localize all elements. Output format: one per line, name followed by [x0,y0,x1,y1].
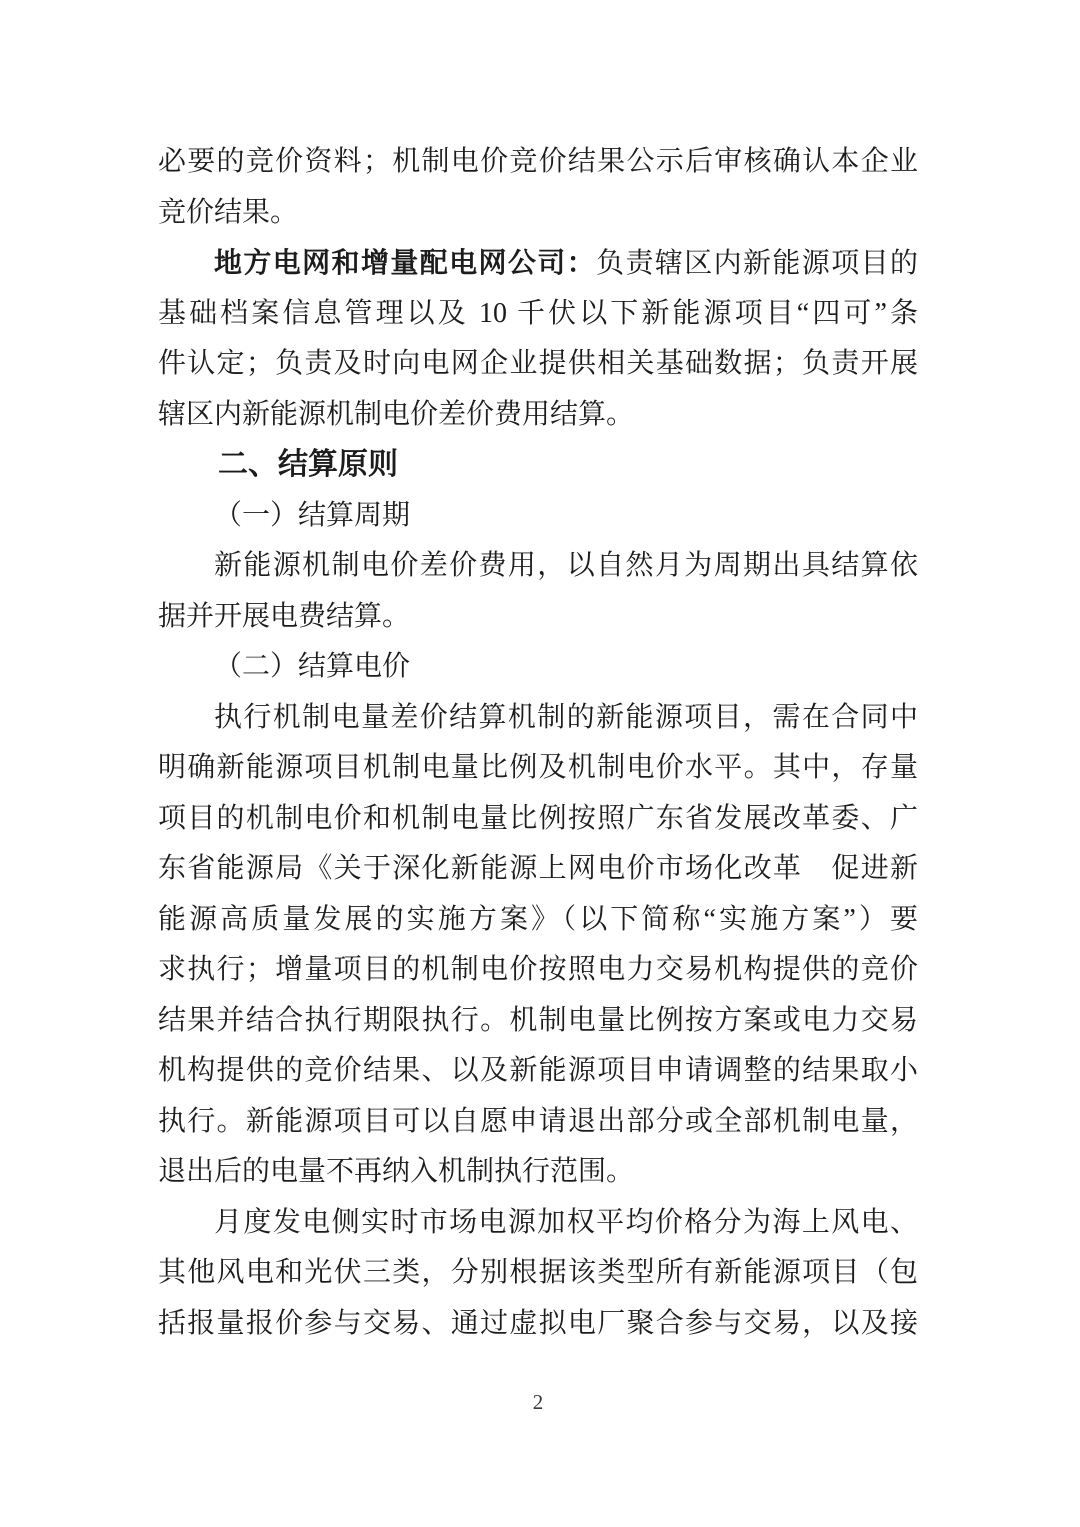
body-line: 能源高质量发展的实施方案》（以下简称“实施方案”）要 [158,903,918,935]
body-line: 退出后的电量不再纳入机制执行范围。 [158,1156,635,1187]
body-line: 据并开展电费结算。 [158,600,411,632]
body-line: 其他风电和光伏三类，分别根据该类型所有新能源项目（包 [158,1257,918,1288]
paragraph-lead-line [158,238,918,289]
body-line: 项目的机制电价和机制电量比例按照广东省发展改革委、广 [158,802,918,834]
section-heading-settlement-principles: 二、结算原则 [218,448,398,481]
body-line: 竞价结果。 [158,196,299,228]
body-line: 机构提供的竞价结果、以及新能源项目申请调整的结果取小 [158,1055,918,1086]
body-line: 辖区内新能源机制电价差价费用结算。 [158,398,635,430]
body-line: 明确新能源项目机制电量比例及机制电价水平。其中，存量 [158,752,918,783]
bold-lead-text: 地方电网和增量配电网公司： [214,247,597,278]
page-number: 2 [532,1390,544,1414]
body-line: 执行。新能源项目可以自愿申请退出部分或全部机制电量， [158,1105,918,1137]
body-text: 负责辖区内新能源项目的 [596,248,918,279]
body-line: 件认定；负责及时向电网企业提供相关基础数据；负责开展 [158,348,918,379]
subsection-heading-settlement-price: （二）结算电价 [214,651,411,682]
body-line: 执行机制电量差价结算机制的新能源项目，需在合同中 [214,701,918,733]
subsection-heading-settlement-cycle: （一）结算周期 [214,499,411,531]
body-line: 结果并结合执行期限执行。机制电量比例按方案或电力交易 [158,1004,918,1036]
body-line: 新能源机制电价差价费用，以自然月为周期出具结算依 [214,550,918,581]
body-line: 括报量报价参与交易、通过虚拟电厂聚合参与交易，以及接 [158,1307,918,1339]
body-line: 月度发电侧实时市场电源加权平均价格分为海上风电、 [214,1206,918,1238]
body-line: 求执行；增量项目的机制电价按照电力交易机构提供的竞价 [158,954,918,985]
body-line: 必要的竞价资料；机制电价竞价结果公示后审核确认本企业 [158,146,918,177]
body-line: 东省能源局《关于深化新能源上网电价市场化改革 促进新 [158,853,918,884]
body-line: 基础档案信息管理以及 10 千伏以下新能源项目“四可”条 [158,297,918,329]
